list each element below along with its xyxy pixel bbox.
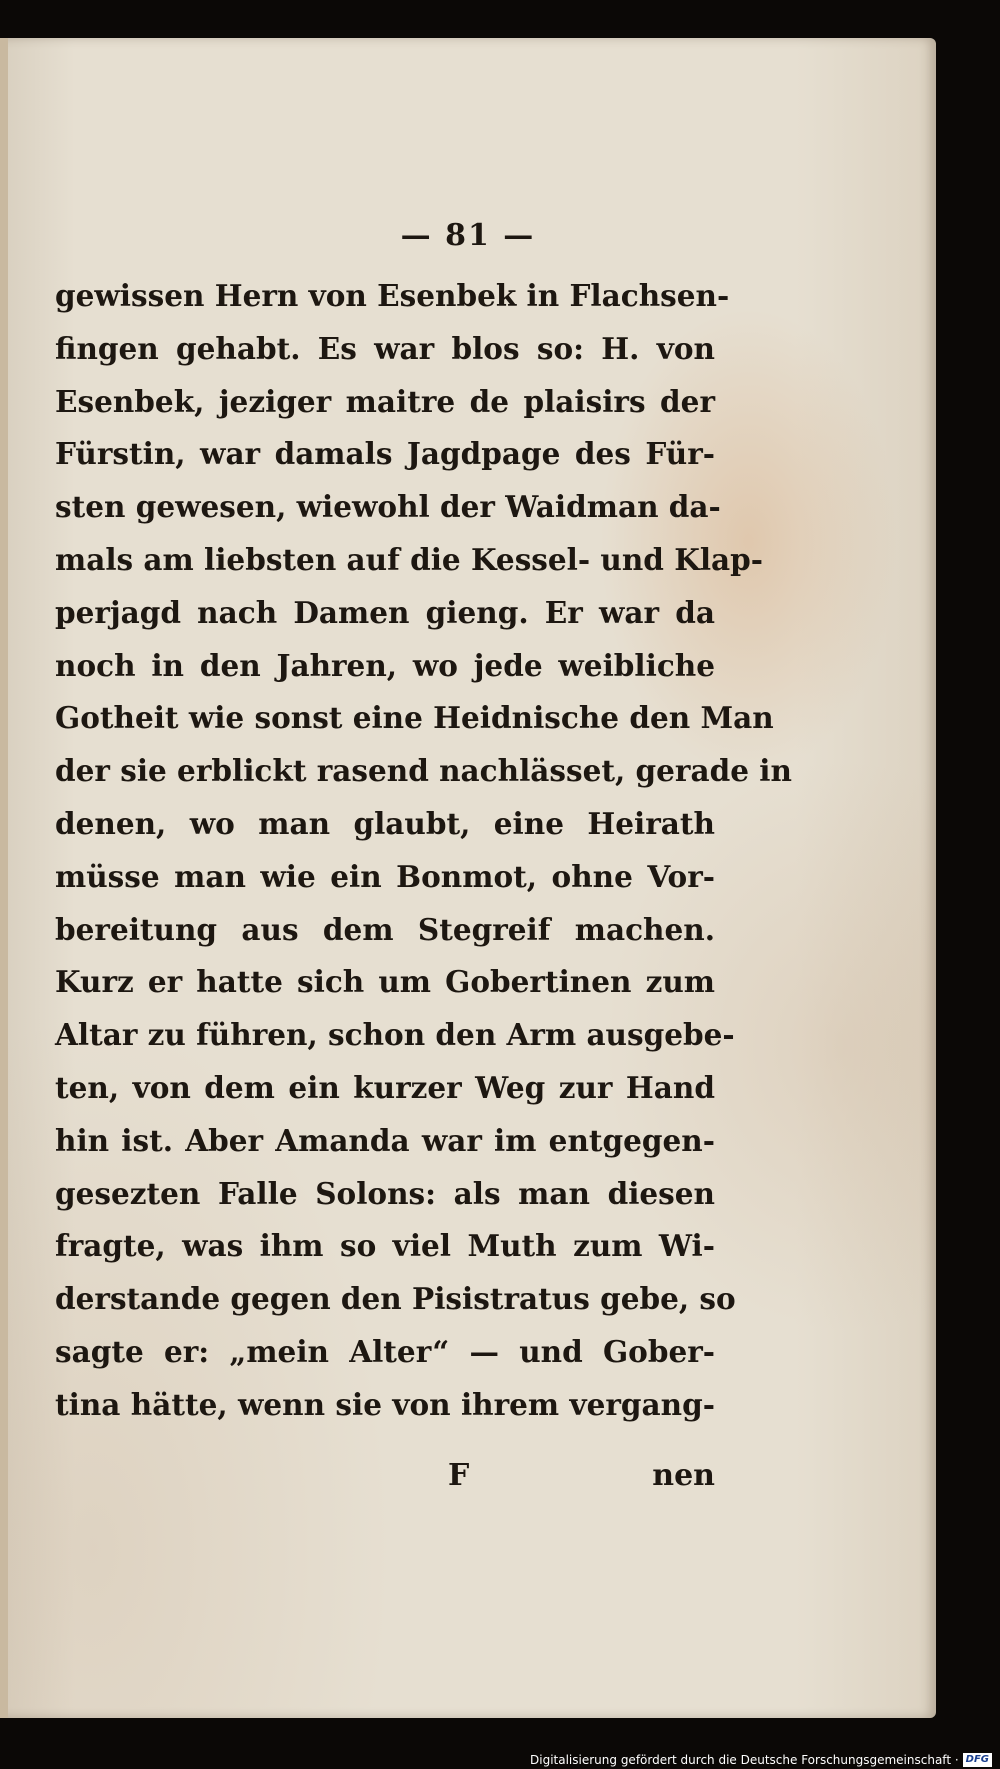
dfg-logo: DFG — [963, 1753, 992, 1767]
text-line: tina hätte, wenn sie von ihrem vergang- — [55, 1386, 715, 1422]
text-line: mals am liebsten auf die Kessel- und Klap- — [55, 541, 764, 577]
text-line: Fürstin, war damals Jagdpage des Für- — [55, 436, 715, 472]
text-line: fragte, was ihm so viel Muth zum Wi- — [55, 1228, 715, 1264]
credit-text: Digitalisierung gefördert durch die Deutsche Forschungsgemeinschaft · — [530, 1753, 959, 1767]
text-line: Kurz er hatte sich um Gobertinen zum — [55, 964, 715, 1000]
page-binding-edge — [0, 38, 8, 1718]
text-line: Altar zu führen, schon den Arm ausgebe- — [55, 1017, 735, 1053]
page-number: — 81 — — [400, 218, 536, 253]
text-line: hin ist. Aber Amanda war im entgegen- — [55, 1122, 715, 1158]
text-line: Gotheit wie sonst eine Heidnische den Man — [55, 700, 774, 736]
text-line: sten gewesen, wiewohl der Waidman da- — [55, 489, 721, 525]
body-text — [55, 270, 792, 1432]
text-line: Esenbek, jeziger maitre de plaisirs der — [55, 383, 715, 419]
text-line: sagte er: „mein Alter“ — und Gober- — [55, 1333, 715, 1369]
digitization-credit — [530, 1753, 992, 1767]
text-line: denen, wo man glaubt, eine Heirath — [55, 805, 715, 841]
text-line: derstande gegen den Pisistratus gebe, so — [55, 1281, 736, 1317]
text-line: gesezten Falle Solons: als man diesen — [55, 1175, 715, 1211]
catchword: nen — [652, 1458, 715, 1493]
signature-mark: F — [448, 1458, 470, 1493]
text-line: der sie erblickt rasend nachlässet, gerade in — [55, 753, 792, 789]
page-footer-marks — [55, 1458, 715, 1508]
text-line: bereitung aus dem Stegreif machen. — [55, 911, 715, 947]
text-line: fingen gehabt. Es war blos so: H. von — [55, 330, 715, 366]
text-line: noch in den Jahren, wo jede weibliche — [55, 647, 715, 683]
text-line: perjagd nach Damen gieng. Er war da — [55, 594, 715, 630]
text-line: ten, von dem ein kurzer Weg zur Hand — [55, 1069, 715, 1105]
text-line: müsse man wie ein Bonmot, ohne Vor- — [55, 858, 715, 894]
text-line: gewissen Hern von Esenbek in Flachsen- — [55, 278, 730, 313]
